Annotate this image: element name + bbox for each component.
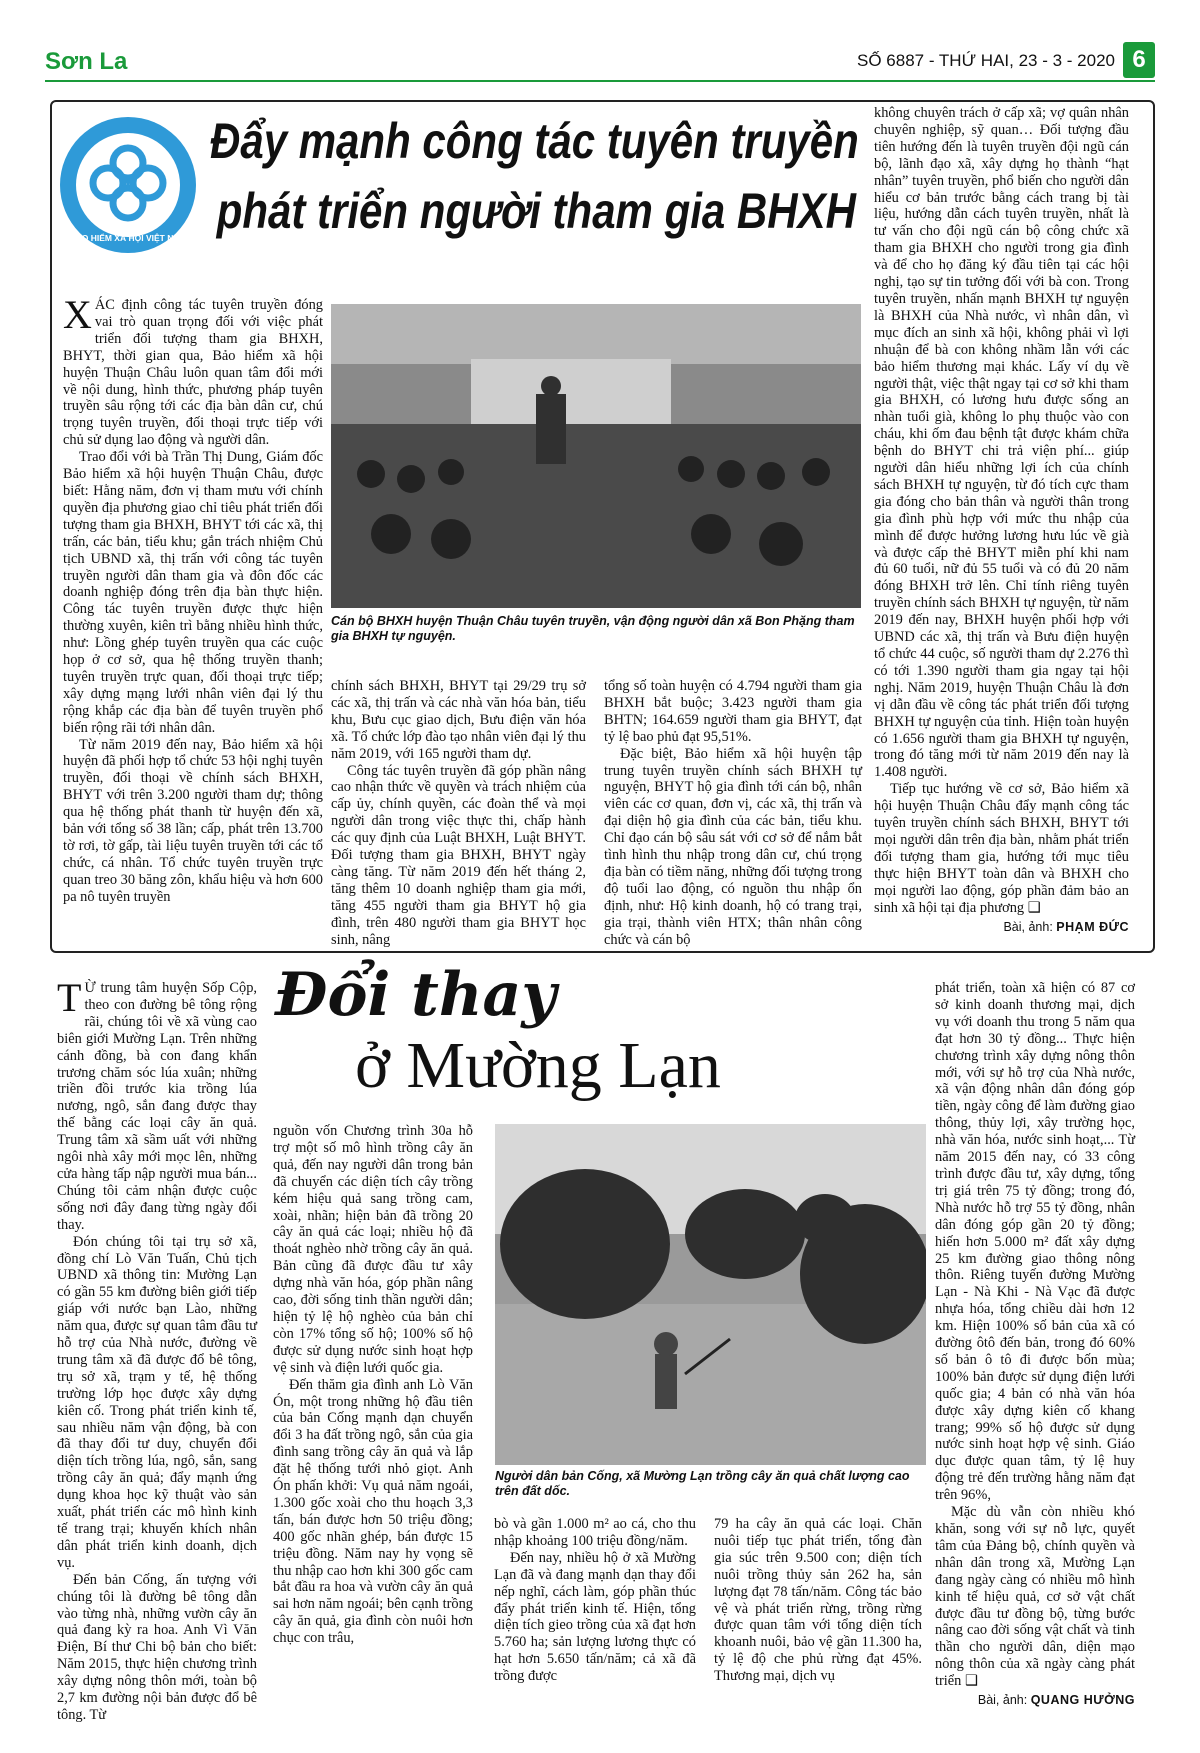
article1-paragraph: Trao đổi với bà Trần Thị Dung, Giám đốc Bảo hiểm xã hội huyện Thuận Châu, được biết: Hằng năm, đơn vị tham mưu với chính quyền địa phương giao chỉ tiêu phát triển đối tượng tham gia BHXH, BHYT tới các xã, thị trấn, các bản, tiểu khu; gắn trách nhiệm Chủ tịch UBND xã, thị trấn với công tác tuyên truyền người dân tham gia và đôn đốc các doanh nghiệp đóng trên địa bàn thực hiện. Công tác tuyên truyền được thực hiện thường xuyên, kiên trì bằng nhiều hình thức, như: Lồng ghép tuyên truyền qua các cuộc họp ở cơ sở, qua hệ thống truyền thanh; tuyên truyền trực quan, đối thoại trực tiếp; xây dựng mạng lưới nhân viên đại lý thu rộng khắp các địa bàn để tuyên truyền phổ biến rộng rãi tới nhân dân. xyxy=(63,449,323,736)
article1-paragraph: Từ năm 2019 đến nay, Bảo hiểm xã hội huyện đã phối hợp tổ chức 53 hội nghị tuyên truyền, đối thoại về chính sách BHXH, BHYT với trên 3.200 người tham dự; thông qua hệ thống phát thanh từ huyện đến xã, bản với tổng số 38 lần; cấp, phát trên 13.700 tờ rơi, tờ gấp, tài liệu tuyên truyền tới các tổ chức, cá nhân. Tổ chức tuyên truyền trực quan treo 30 băng zôn, khẩu hiệu và hơn 600 pa nô tuyên truyền xyxy=(63,736,323,905)
article2-title-line1: Đổi thay xyxy=(275,960,557,1030)
byline-prefix: Bài, ảnh: xyxy=(977,1693,1028,1708)
article1-paragraph: Công tác tuyên truyền đã góp phần nâng cao nhận thức về quyền và trách nhiệm của cấp ủy, chính quyền, các đoàn thể và mọi người dân trong việc thực thi, chấp hành các quy định của Luật BHXH, Luật BHYT. Đối tượng tham gia BHXH, BHYT ngày càng tăng. Từ năm 2019 đến hết tháng 2, tăng thêm 10 doanh nghiệp tham gia mới, tăng 455 người tham gia BHYT hộ gia đình, trên 480 người tham gia BHYT học sinh, nâng xyxy=(331,762,586,948)
byline-author: PHẠM ĐỨC xyxy=(1056,919,1129,934)
article1-paragraph xyxy=(63,292,323,449)
byline-prefix: Bài, ảnh: xyxy=(1003,919,1053,934)
header-rule xyxy=(45,80,1155,82)
page-header xyxy=(45,42,1155,82)
article2-paragraph: Đến thăm gia đình anh Lò Văn Ón, một trong những hộ đầu tiên của bản Cống mạnh dạn chuyển đổi 3 ha đất trồng ngô, sắn của gia đình sang trồng cây ăn quả và lắp đặt hệ thống tưới nhỏ giọt. Anh Ón phấn khởi: Vụ quả năm ngoái, 1.300 gốc xoài cho thu hoạch 3,3 tấn, bán được hơn 50 triệu đồng; 400 gốc nhãn ghép, bán được 15 triệu đồng. Năm nay hy vọng sẽ thu nhập cao hơn khi 300 gốc cam bắt đầu ra hoa và vườn cây ăn quả sai hơn năm ngoái; bên cạnh trồng cây ăn quả, gia đình còn nuôi hơn chục con trâu, xyxy=(273,1376,473,1647)
article2-paragraph: bò và gần 1.000 m² ao cá, cho thu nhập khoảng 100 triệu đồng/năm. xyxy=(494,1516,696,1549)
svg-text:Y: Y xyxy=(121,172,135,194)
article1-photo-caption: Cán bộ BHXH huyện Thuận Châu tuyên truyền, vận động người dân xã Bon Phặng tham gia BHXH tự nguyện. xyxy=(331,614,855,643)
paragraph-text: Ừ trung tâm huyện Sốp Cộp, theo con đường bê tông rộng rãi, chúng tôi về xã vùng cao biên giới Mường Lạn. Trên những cánh đồng, bà con đang khẩn trương chăm sóc lúa xuân; những triền đồi trước kia trồng lúa nương, ngô, sắn đang được thay thế bằng các loại cây ăn quả. Trung tâm xã sầm uất với những ngôi nhà xây mới mọc lên, những cửa hàng tấp nập người mua bán... Chúng tôi cảm nhận được cuộc sống nơi đây đang từng ngày đổi thay. xyxy=(57,980,257,1233)
page-number: 6 xyxy=(1132,46,1146,73)
article2-paragraph: 79 ha cây ăn quả các loại. Chăn nuôi tiếp tục phát triển, tổng đàn gia súc trên 9.500 con; diện tích nuôi trồng thủy sản 262 ha, sản lượng đạt 78 tấn/năm. Công tác bảo vệ và phát triển rừng, trồng rừng được quan tâm với tổng diện tích khoanh nuôi, bảo vệ gần 11.300 ha, tỷ lệ độ che phủ rừng đạt 45%. Thương mại, dịch vụ xyxy=(714,1516,922,1685)
article1-column-1 xyxy=(63,292,323,906)
article2-photo-caption: Người dân bản Cống, xã Mường Lạn trồng cây ăn quả chất lượng cao trên đất dốc. xyxy=(495,1469,910,1498)
article1-column-4 xyxy=(874,105,1129,935)
article2-paragraph: Đến bản Cống, ấn tượng với chúng tôi là đường bê tông dẫn vào từng nhà, những vườn cây ăn quả đang kỳ ra hoa. Anh Vì Văn Điện, Bí thư Chi bộ bản cho biết: Năm 2015, thực hiện chương trình xây dựng nông thôn mới, toàn bộ 2,7 km đường nội bản được đổ bê tông. Từ xyxy=(57,1571,257,1723)
article1-column-3 xyxy=(604,678,862,949)
article1-title xyxy=(210,106,870,246)
orchard-photo-image xyxy=(495,1124,926,1465)
article2-column-2 xyxy=(273,1123,473,1647)
article1-column-2 xyxy=(331,678,586,949)
article2-paragraph: phát triển, toàn xã hiện có 87 cơ sở kinh doanh thương mại, dịch vụ với doanh thu trong 5 năm qua đạt hơn 30 tỷ đồng... Thực hiện chương trình xây dựng nông thôn mới, với sự hỗ trợ của Nhà nước, xã vận động nhân dân đóng góp tiền, ngày công để làm đường giao thông, thủy lợi, xây trường học, nhà văn hóa, nước sinh hoạt,... Từ năm 2015 đến nay, có 33 công trình được đầu tư, xây dựng, tổng trị giá trên 75 tỷ đồng; trong đó, Nhà nước hỗ trợ 55 tỷ đồng, nhân dân đóng góp gần 20 tỷ đồng; hiến hơn 5.000 m² đất xây dựng 25 km đường giao thông nông thôn. Riêng tuyến đường Mường Lạn - Nà Khi - Nà Vạc đã được nhựa hóa, tổng chiều dài hơn 12 km. Hiện 100% số bản của xã có đường ôtô đến bản, trong đó 60% số bản ô tô đi được bốn mùa; 100% bản được sử dụng điện lưới quốc gia; 4 bản có nhà văn hóa được xây dựng kiên cố khang trang; 99% số hộ được sử dụng nước sinh hoạt hợp vệ sinh. Giáo dục được quan tâm, tỷ lệ huy động trẻ đến trường hằng năm đạt trên 96%, xyxy=(935,980,1135,1504)
dropcap: X xyxy=(63,292,92,337)
article2-column-5 xyxy=(935,980,1135,1709)
section-name: Sơn La xyxy=(45,48,128,75)
article1-paragraph: Đặc biệt, Bảo hiểm xã hội huyện tập trung tuyên truyền chính sách BHXH tự nguyện, BHYT hộ gia đình tới cán bộ, nhân viên các cơ quan, đơn vị, các xã, thị trấn và đại diện hộ gia đình của các bản, tiểu khu. Chỉ đạo cán bộ sâu sát với cơ sở để nắm bắt tình hình thu nhập trong dân cư, chú trọng địa bàn có tiềm năng, những đối tượng trong độ tuổi lao động, có nguồn thu nhập ổn định, như: Hộ kinh doanh, hộ có trang trại, gia trại, thành viên HTX; thân nhân công chức và cán bộ xyxy=(604,745,862,948)
logo-text: BẢO HIỂM XÃ HỘI VIỆT NAM xyxy=(69,233,187,243)
article1-photo xyxy=(331,304,861,608)
article2-title xyxy=(275,960,915,1110)
article2-paragraph: Đến nay, nhiều hộ ở xã Mường Lạn đã và đang mạnh dạn thay đổi nếp nghĩ, cách làm, góp phần thúc đẩy phát triển kinh tế. Hiện, tổng diện tích gieo trồng của xã đạt hơn 5.760 ha; sản lượng lương thực có hạt hơn 5.650 tấn/năm; cả xã đã trồng được xyxy=(494,1549,696,1685)
article1-title-line1: Đẩy mạnh công tác tuyên truyền xyxy=(210,113,859,169)
article2-paragraph: Đón chúng tôi tại trụ sở xã, đồng chí Lò Văn Tuấn, Chủ tịch UBND xã thông tin: Mường Lạn có gần 55 km đường biên giới tiếp giáp với nước bạn Lào, những năm qua, được sự quan tâm đầu tư hỗ trợ của Nhà nước, đường về trung tâm xã đã được đổ bê tông, trụ sở xã, trạm y tế, hệ thống trường lớp học được xây dựng kiên cố. Trong phát triển kinh tế, sau nhiều năm vận động, bà con đã thay đổi tư duy, chuyển đổi diện tích trồng lúa, ngô, sắn, sang trồng cây ăn quả; đẩy mạnh ứng dụng khoa học kỹ thuật vào sản xuất, phát triển các mô hình kinh tế trang trại; khuyến khích nhân dân phát triển kinh doanh, dịch vụ. xyxy=(57,1233,257,1571)
article1-paragraph: tổng số toàn huyện có 4.794 người tham gia BHXH bắt buộc; 3.423 người tham gia BHTN; 164.659 người tham gia BHYT, đạt tỷ lệ bao phủ đạt 95,51%. xyxy=(604,678,862,745)
paragraph-text: ÁC định công tác tuyên truyền đóng vai trò quan trọng đối với việc phát triển đối tượng tham gia BHXH, BHYT, thời gian qua, Bảo hiểm xã hội huyện Thuận Châu luôn quan tâm đổi mới về nội dung, hình thức, phương pháp tuyên truyền sâu rộng tới các địa bàn dân cư, chú trọng tuyên truyền, đối thoại trực tiếp với chủ sử dụng lao động và người dân. xyxy=(63,297,323,449)
article2-column-1 xyxy=(57,975,257,1724)
page-number-badge xyxy=(1123,42,1155,78)
article1-title-line2: phát triển người tham gia BHXH xyxy=(216,183,856,239)
article1-paragraph: không chuyên trách ở cấp xã; vợ quân nhân chuyên nghiệp, sỹ quan… Đối tượng đầu tiên hướng đến là tuyên truyền đội ngũ cán bộ, lãnh đạo xã, xây dựng họ thành “hạt nhân” tuyên truyền, phổ biến cho người dân hiểu cơ bản trước bằng cách trang bị tài liệu, hướng dẫn cách tuyên truyền, nhất là tư vấn cho đội ngũ cán bộ công chức xã tham gia BHXH cho người trong gia đình và để cho họ đăng ký đầu tiên tại các hội nghị, tạo sự tin tưởng đối với bà con. Trong tuyên truyền, nhấn mạnh BHXH tự nguyện là BHXH của Nhà nước, vì nhân dân, vì mục đích an sinh xã hội, không phải vì lợi nhuận để bà con không nhầm lẫn với các bảo hiểm thương mại khác. Lấy ví dụ về người thật, việc thật ngay tại cơ sở khi tham gia BHXH, có lương hưu được sống an nhàn tuổi già, không lo phụ thuộc vào con cháu, khi ốm đau bệnh tật được khám chữa bệnh do BHYT chi trả viện phí... giúp người dân hiểu những lợi ích của chính sách BHXH tự nguyện, từ đó tích cực tham gia đóng cho bản thân và người thân trong gia đình phù hợp với mức thu nhập của mình để được hưởng lương hưu lúc về già và được cấp thẻ BHYT miễn phí khi nam đủ 60 tuổi, nữ đủ 55 tuổi và có đủ 20 năm đóng BHXH trở lên. Chỉ tính riêng tuyên truyền chính sách BHXH tự nguyện, từ năm 2019 đến nay, BHXH huyện phối hợp với UBND các xã, thị trấn và Bưu điện huyện tổ chức 44 cuộc, số người tham dự 2.276 thì có tới 1.390 người tham gia ngay tại hội nghị. Năm 2019, huyện Thuận Châu là đơn vị dẫn đầu về công tác phát triển đối tượng BHXH tự nguyện của tỉnh. Hiện toàn huyện có 1.656 người tham gia BHXH tự nguyện, trong đó tăng mới từ năm 2019 đến nay là 1.408 người. xyxy=(874,105,1129,781)
issue-date: SỐ 6887 - THỨ HAI, 23 - 3 - 2020 xyxy=(857,51,1115,70)
article1-paragraph: Tiếp tục hướng về cơ sở, Bảo hiểm xã hội huyện Thuận Châu đẩy mạnh công tác tuyên truyền chính sách BHXH, BHYT tới mọi người dân trên địa bàn, nhằm phát triển đối tượng tham gia, hướng tới mục tiêu thực hiện BHYT toàn dân và BHXH cho mọi người lao động, góp phần đảm bảo an sinh xã hội tại địa phương ❑ xyxy=(874,781,1129,916)
article2-photo xyxy=(495,1124,926,1465)
article2-column-3 xyxy=(494,1516,696,1685)
article2-paragraph: Mặc dù vẫn còn nhiều khó khăn, song với sự nỗ lực, quyết tâm của Đảng bộ, chính quyền và nhân dân trong xã, Mường Lạn đang ngày càng có nhiều mô hình kinh tế hiệu quả, cơ sở vật chất được đầu tư đồng bộ, từng bước nâng cao đời sống vật chất và tinh thần cho người dân, diện mạo nông thôn của xã ngày càng phát triển ❑ xyxy=(935,1504,1135,1690)
article2-paragraph: nguồn vốn Chương trình 30a hỗ trợ một số mô hình trồng cây ăn quả, đến nay người dân trong bản đã chuyển các diện tích cây trồng kém hiệu quả sang trồng cam, xoài, nhãn; hiện bản đã trồng 20 cây ăn quả các loại; nhiều hộ đã thoát nghèo nhờ trồng cây ăn quả. Bản cũng đã được đầu tư xây dựng nhà văn hóa, góp phần nâng cao, đời sống tinh thần người dân; hiện tỷ lệ hộ nghèo của bản chỉ còn 17% tổng số hộ; 100% số hộ được sử dụng nước sinh hoạt hợp vệ sinh và điện lưới quốc gia. xyxy=(273,1123,473,1376)
bhxh-logo xyxy=(58,115,198,255)
dropcap: T xyxy=(57,975,82,1020)
article1-paragraph: chính sách BHXH, BHYT tại 29/29 trụ sở các xã, thị trấn và các nhà văn hóa bản, tiểu khu, Bưu cục giao dịch, Bưu điện văn hóa xã. Tổ chức lớp đào tạo nhân viên đại lý thu năm 2019, với 165 người tham dự. xyxy=(331,678,586,762)
meeting-photo-image xyxy=(331,304,861,608)
article2-column-4 xyxy=(714,1516,922,1685)
article2-title-line2: ở Mường Lạn xyxy=(355,1029,721,1102)
article2-paragraph xyxy=(57,975,257,1234)
article1-byline xyxy=(874,919,1129,936)
byline-author: QUANG HƯỞNG xyxy=(1030,1693,1135,1708)
article2-byline xyxy=(935,1692,1135,1709)
